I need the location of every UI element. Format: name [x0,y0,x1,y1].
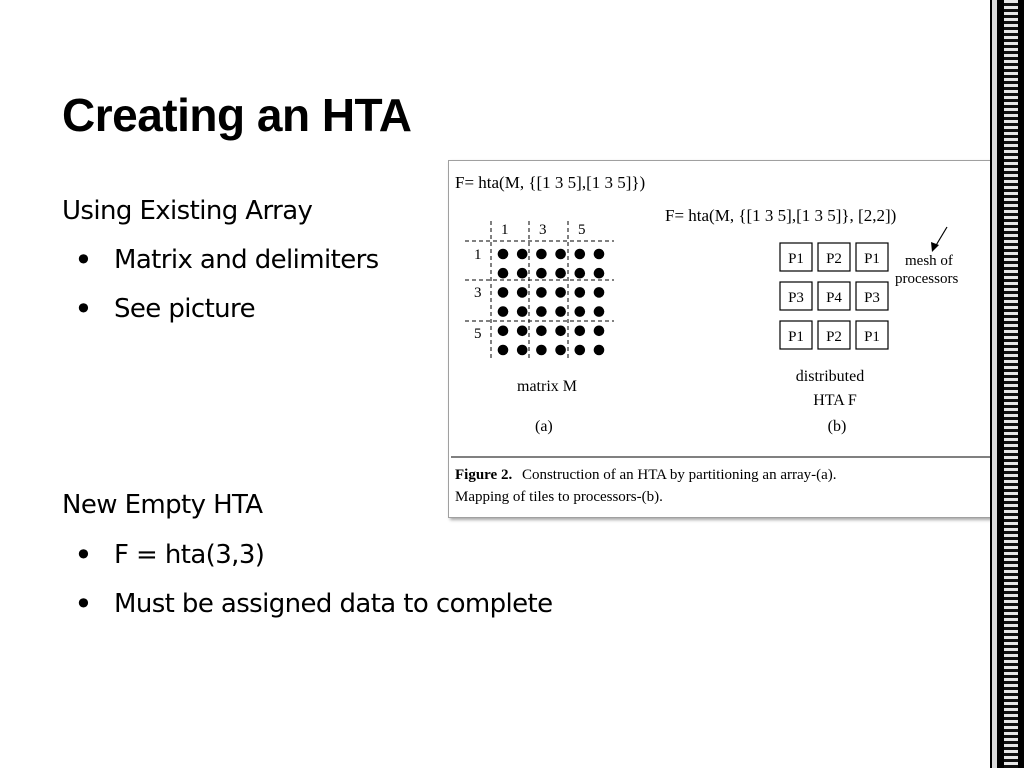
matrix-element-dot [498,326,509,337]
code-hta-partition: F= hta(M, {[1 3 5],[1 3 5]}) [455,173,646,192]
edge-line [992,0,997,768]
mesh-arrow-head-icon [931,242,939,252]
section-heading-new-empty-hta: New Empty HTA [62,490,263,520]
bullet-text: F = hta(3,3) [114,540,265,570]
processor-label: P1 [864,251,880,267]
row-label: 3 [474,285,482,301]
row-label: 1 [474,247,482,263]
matrix-element-dot [536,268,547,279]
code-hta-distributed: F= hta(M, {[1 3 5],[1 3 5]}, [2,2]) [665,206,897,225]
matrix-element-dot [517,287,528,298]
bullet-text: Matrix and delimiters [114,245,379,275]
matrix-element-dot [594,249,605,260]
processor-label: P1 [788,251,804,267]
processor-label: P2 [826,329,842,345]
matrix-dots [498,249,605,356]
processor-label: P2 [826,251,842,267]
matrix-element-dot [555,287,566,298]
mesh-label: mesh of [905,253,953,269]
matrix-element-dot [517,345,528,356]
processor-label: P1 [864,329,880,345]
mesh-label: processors [895,271,959,287]
processor-label: P3 [864,290,880,306]
distributed-label: HTA F [813,392,857,409]
matrix-element-dot [498,287,509,298]
bullet-text: Must be assigned data to complete [114,589,553,619]
matrix-element-dot [555,345,566,356]
matrix-element-dot [594,345,605,356]
processor-label: P3 [788,290,804,306]
matrix-element-dot [517,306,528,317]
hta-figure-drawing [449,161,999,517]
matrix-element-dot [594,287,605,298]
hta-figure [448,160,1000,518]
matrix-element-dot [517,326,528,337]
bullet-dot-icon: • [74,290,93,328]
edge-perforation [1004,0,1018,768]
section-heading-existing-array: Using Existing Array [62,196,313,226]
matrix-element-dot [498,345,509,356]
caption-line-1 [455,467,837,483]
matrix-element-dot [594,268,605,279]
bullet-dot-icon: • [74,585,93,623]
col-label: 5 [578,222,586,238]
bullet-dot-icon: • [74,241,93,279]
matrix-element-dot [575,345,586,356]
matrix-element-dot [536,345,547,356]
processor-grid [780,243,888,349]
caption-text: Construction of an HTA by partitioning an array-(a). [521,467,837,483]
matrix-element-dot [498,306,509,317]
matrix-element-dot [575,249,586,260]
subfigure-label-a: (a) [535,418,553,435]
mesh-arrow-line [935,227,947,247]
col-label: 3 [539,222,547,238]
matrix-element-dot [555,306,566,317]
matrix-element-dot [575,268,586,279]
matrix-element-dot [498,268,509,279]
processor-label: P4 [826,290,842,306]
matrix-element-dot [575,287,586,298]
matrix-element-dot [575,306,586,317]
matrix-element-dot [594,326,605,337]
row-label: 5 [474,326,482,342]
matrix-element-dot [594,306,605,317]
caption-line-2: Mapping of tiles to processors-(b). [455,489,663,505]
distributed-label: distributed [795,368,865,385]
matrix-element-dot [536,326,547,337]
matrix-label: matrix M [517,378,577,395]
matrix-element-dot [555,326,566,337]
matrix-element-dot [498,249,509,260]
col-label: 1 [501,222,509,238]
matrix-element-dot [536,287,547,298]
bullet-dot-icon: • [74,536,93,574]
matrix-element-dot [555,249,566,260]
matrix-element-dot [517,249,528,260]
processor-label: P1 [788,329,804,345]
matrix-element-dot [536,306,547,317]
subfigure-label-b: (b) [827,418,847,435]
matrix-element-dot [575,326,586,337]
matrix-element-dot [517,268,528,279]
caption-figure-number: Figure 2. [455,467,513,483]
slide-title: Creating an HTA [62,89,412,141]
bullet-text: See picture [114,294,255,324]
matrix-element-dot [536,249,547,260]
matrix-element-dot [555,268,566,279]
